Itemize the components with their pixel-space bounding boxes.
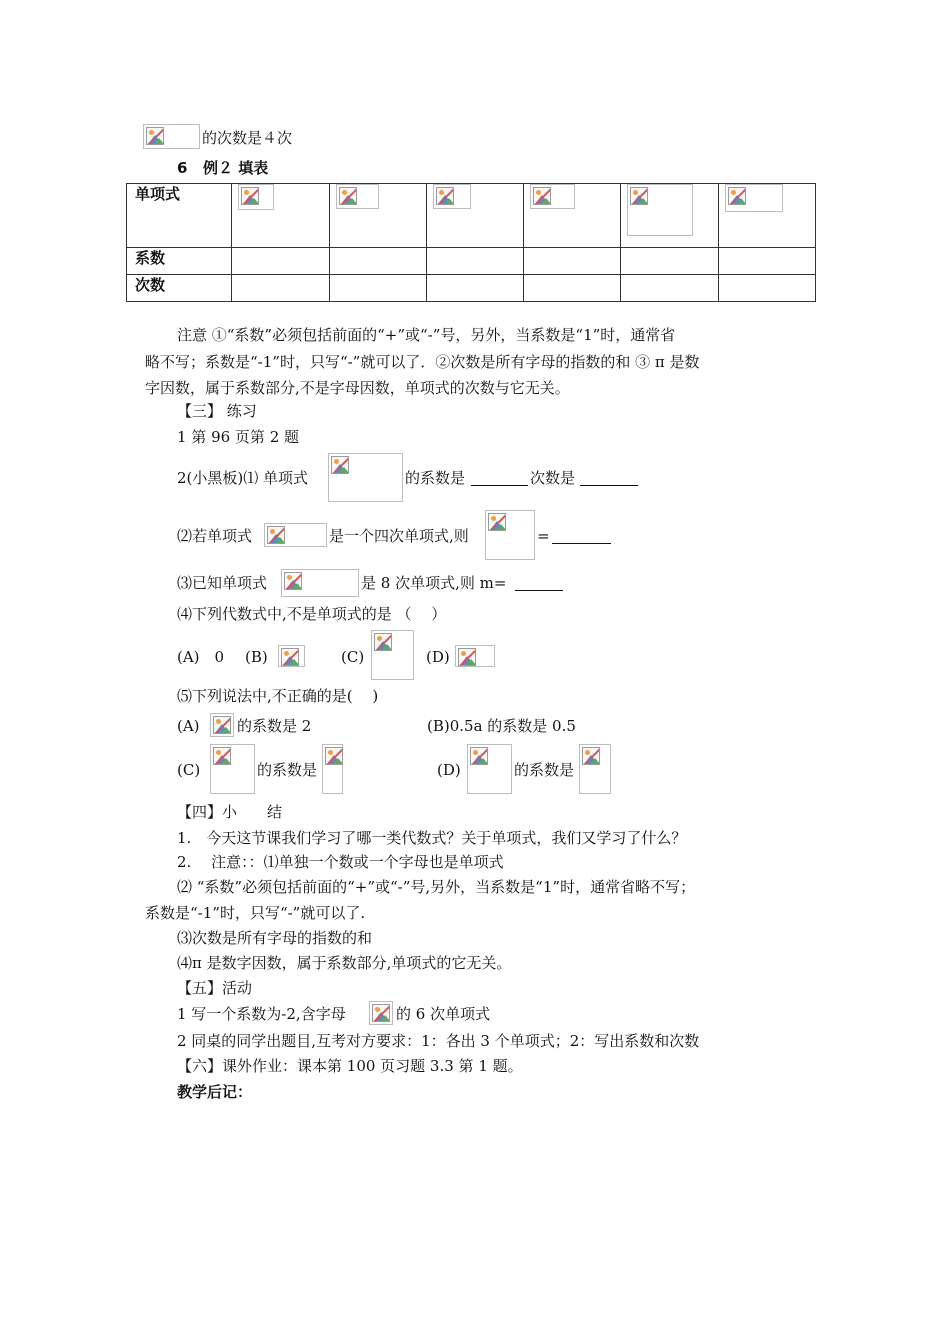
summary-line: 2. 注意：：⑴单独一个数或一个字母也是单项式 xyxy=(177,853,504,871)
summary-line: ⑵ “系数”必须包括前面的“+”或“-”号,另外，当系数是“1”时，通常省略不写； xyxy=(177,878,696,896)
q2b-mid: 是一个四次单项式,则 xyxy=(329,527,469,545)
q2-coefficient-label: 的系数是 xyxy=(405,469,466,487)
q5-option-b[interactable]: (B)0.5a 的系数是 0.5 xyxy=(427,717,576,735)
formula-image xyxy=(369,1001,393,1025)
formula-image xyxy=(322,744,343,794)
q4-option-c[interactable]: (C) xyxy=(341,648,365,666)
formula-image xyxy=(336,184,379,209)
formula-image xyxy=(579,744,611,794)
activity-1-prefix: 1 写一个系数为-2,含字母 xyxy=(177,1005,346,1023)
q2b-equals: = xyxy=(537,527,550,545)
fill-table xyxy=(126,183,816,302)
q2c-prefix: ⑶已知单项式 xyxy=(177,574,268,592)
formula-image xyxy=(485,510,535,560)
formula-image xyxy=(281,569,359,597)
q2-prefix: 2(小黑板)⑴ 单项式 xyxy=(177,469,309,487)
section-4-heading: 【四】小 结 xyxy=(177,803,283,821)
q4-option-b[interactable]: (B) xyxy=(245,648,268,666)
q4-text: ⑷下列代数式中,不是单项式的是 （ ） xyxy=(177,605,447,623)
row-label-degree: 次数 xyxy=(127,275,232,302)
formula-image xyxy=(433,184,471,209)
row-label-monomial: 单项式 xyxy=(127,184,232,248)
q5-text: ⑸下列说法中,不正确的是( ) xyxy=(177,687,379,705)
monomial-cell xyxy=(621,184,718,248)
activity-2: 2 同桌的同学出题目,互考对方要求：1：各出 3 个单项式；2：写出系数和次数 xyxy=(177,1032,700,1050)
formula-image xyxy=(371,630,414,680)
answer-blank[interactable] xyxy=(580,469,638,486)
q5-option-c-label[interactable]: (C) xyxy=(177,761,201,779)
coefficient-cell[interactable] xyxy=(426,248,523,275)
q5-option-a-label[interactable]: (A) xyxy=(177,717,200,735)
formula-image xyxy=(210,713,234,737)
formula-image xyxy=(725,184,783,212)
note-line: 字因数，属于系数部分,不是字母因数，单项式的次数与它无关。 xyxy=(145,379,570,397)
degree-cell[interactable] xyxy=(524,275,621,302)
degree-cell[interactable] xyxy=(232,275,329,302)
degree-cell[interactable] xyxy=(621,275,718,302)
monomial-cell xyxy=(524,184,621,248)
note-line: 略不写；系数是“-1”时，只写“-”就可以了．②次数是所有字母的指数的和 ③ π 是数 xyxy=(145,353,700,371)
row-label-coefficient: 系数 xyxy=(127,248,232,275)
degree-cell[interactable] xyxy=(426,275,523,302)
formula-image xyxy=(627,184,693,236)
exercise-1: 1 第 96 页第 2 题 xyxy=(177,428,300,446)
degree-text: 的次数是４次 xyxy=(202,129,293,147)
monomial-cell xyxy=(718,184,815,248)
summary-line: 系数是“-1”时，只写“-”就可以了. xyxy=(145,904,366,922)
degree-cell[interactable] xyxy=(329,275,426,302)
monomial-cell xyxy=(426,184,523,248)
q2-degree-label: 次数是 xyxy=(530,469,576,487)
formula-image xyxy=(455,645,495,667)
formula-image xyxy=(264,523,327,547)
formula-image xyxy=(143,124,200,149)
section-6-homework: 【六】课外作业：课本第 100 页习题 3.3 第 1 题。 xyxy=(177,1057,523,1075)
formula-image xyxy=(328,453,403,502)
coefficient-cell[interactable] xyxy=(621,248,718,275)
formula-image xyxy=(278,645,305,667)
q2c-mid: 是 8 次单项式,则 m= xyxy=(361,574,507,592)
q2b-prefix: ⑵若单项式 xyxy=(177,527,253,545)
summary-line: 1. 今天这节课我们学习了哪一类代数式？关于单项式，我们又学习了什么？ xyxy=(177,829,687,847)
answer-blank[interactable] xyxy=(471,469,528,486)
q5-option-d-text: 的系数是 xyxy=(514,761,575,779)
q5-option-d-label[interactable]: (D) xyxy=(437,761,461,779)
formula-image xyxy=(530,184,575,209)
section-3-heading: 【三】 练习 xyxy=(177,402,257,420)
example2-number: 6 xyxy=(177,159,188,177)
formula-image xyxy=(467,744,512,794)
section-5-heading: 【五】活动 xyxy=(177,979,253,997)
coefficient-cell[interactable] xyxy=(524,248,621,275)
coefficient-cell[interactable] xyxy=(718,248,815,275)
teaching-postscript: 教学后记： xyxy=(177,1083,253,1101)
formula-image xyxy=(238,184,274,210)
note-line: 注意 ①“系数”必须包括前面的“+”或“-”号，另外，当系数是“1”时，通常省 xyxy=(177,326,676,344)
summary-line: ⑶次数是所有字母的指数的和 xyxy=(177,929,373,947)
q4-option-a[interactable]: (A) 0 xyxy=(177,648,225,666)
answer-blank[interactable] xyxy=(515,574,563,591)
monomial-cell xyxy=(329,184,426,248)
q4-option-d[interactable]: (D) xyxy=(426,648,450,666)
example2-title: 例２ 填表 xyxy=(203,159,269,177)
answer-blank[interactable] xyxy=(552,527,611,544)
q5-option-a-text: 的系数是 2 xyxy=(237,717,312,735)
activity-1-suffix: 的 6 次单项式 xyxy=(396,1005,491,1023)
degree-cell[interactable] xyxy=(718,275,815,302)
summary-line: ⑷π 是数字因数，属于系数部分,单项式的它无关。 xyxy=(177,954,512,972)
monomial-cell xyxy=(232,184,329,248)
formula-image xyxy=(210,744,255,794)
q5-option-c-text: 的系数是 xyxy=(257,761,318,779)
coefficient-cell[interactable] xyxy=(232,248,329,275)
coefficient-cell[interactable] xyxy=(329,248,426,275)
